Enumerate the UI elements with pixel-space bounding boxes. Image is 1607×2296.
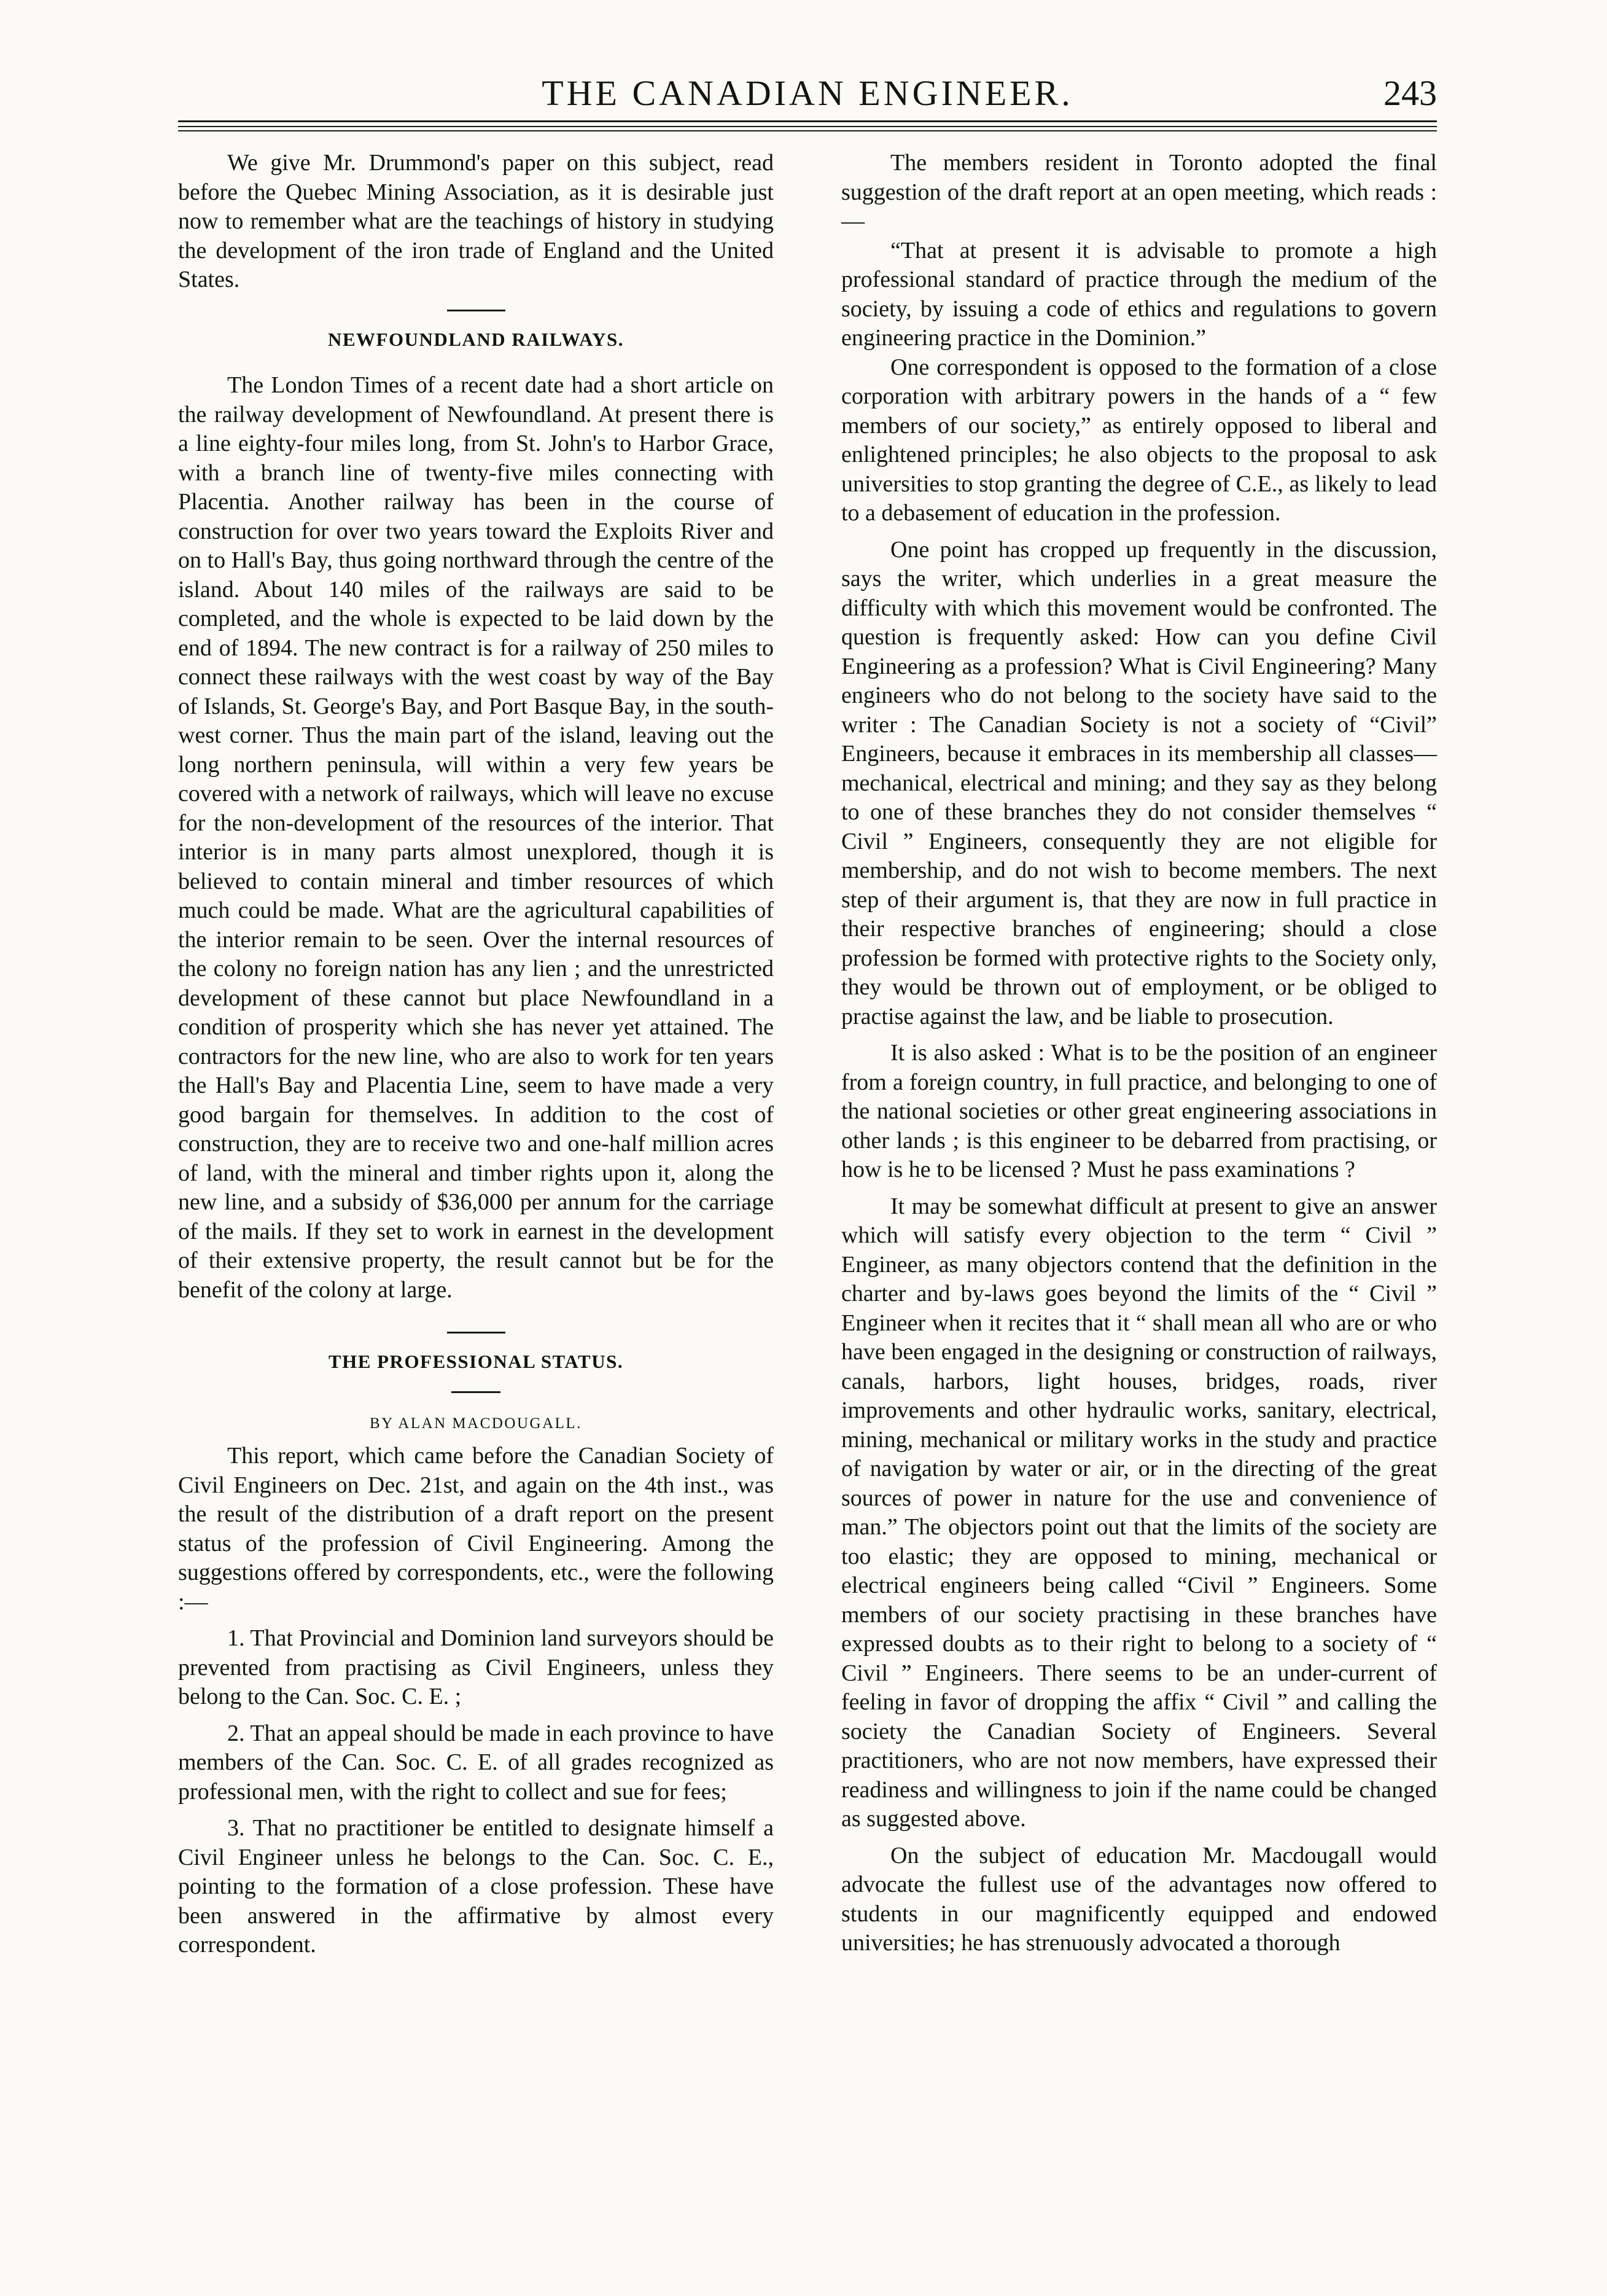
body-paragraph: The members resident in Toronto adopted the final suggestion of the draft report at an open meeting, which reads :— xyxy=(841,150,1437,234)
section-divider xyxy=(447,1332,505,1333)
header-rule xyxy=(178,130,1437,131)
body-paragraph: It is also asked : What is to be the position of an engineer from a foreign country, in full practice, and belonging to one of the national societies or other great engineering associations in other lands ; is this engineer to be debarred from practising, or how is he to be licensed ? Must he pass examinations ? xyxy=(841,1040,1437,1182)
section-divider xyxy=(447,310,505,311)
body-paragraph: On the subject of education Mr. Macdougall would advocate the fullest use of the advantages now offered to students in our magnificently equipped and endowed universities; he has strenuously advocated a thorough xyxy=(841,1842,1437,1956)
left-column xyxy=(178,149,774,1960)
quoted-resolution: “That at present it is advisable to promote a high professional standard of practice through the medium of the society, by issuing a code of ethics and regulations to govern engineering practice in the Dominion.” xyxy=(841,237,1437,351)
header-rule xyxy=(178,120,1437,122)
list-item: 2. That an appeal should be made in each province to have members of the Can. Soc. C. E. of all grades recognized as professional men, with the right to collect and sue for fees; xyxy=(178,1720,774,1805)
byline: BY ALAN MACDOUGALL. xyxy=(370,1415,582,1432)
professional-intro: This report, which came before the Canadian Society of Civil Engineers on Dec. 21st, and again on the 4th inst., was the result of the distribution of a draft report on the present status of the profession of Civil Engineering. Among the suggestions offered by correspondents, etc., were the following :— xyxy=(178,1443,774,1615)
intro-paragraph: We give Mr. Drummond's paper on this subject, read before the Quebec Mining Association, as it is desirable just now to remember what are the teachings of history in studying the development of the iron trade of England and the United States. xyxy=(178,150,774,292)
journal-title: THE CANADIAN ENGINEER. xyxy=(542,73,1073,113)
body-paragraph: It may be somewhat difficult at present to give an answer which will satisfy every objection to the term “ Civil ” Engineer, as many objectors contend that the definition in the charter and by-laws goes beyond the limits of the “ Civil ” Engineer when it recites that it “ shall mean all who are or who have been engaged in the designing or construction of railways, canals, harbors, light houses, bridges, roads, river improvements and other hydraulic works, sanitary, electrical, mining, mechanical or military works in the study and practice of navigation by water or air, or in the directing of the great sources of power in nature for the use and convenience of man.” The objectors point out that the limits of the society are too elastic; they are opposed to mining, mechanical or electrical engineers being called “Civil ” Engineers. Some members of our society practising in these branches have expressed doubts as to their right to belong to a society of “ Civil ” Engineers. There seems to be an under-current of feeling in favor of dropping the affix “ Civil ” and calling the society the Canadian Society of Engineers. Several practitioners, who are not now members, have expressed their readiness and willingness to join if the name could be changed as suggested above. xyxy=(841,1193,1437,1832)
list-item: 1. That Provincial and Dominion land surveyors should be prevented from practising as Civil Engineers, unless they belong to the Can. Soc. C. E. ; xyxy=(178,1625,774,1709)
list-item: 3. That no practitioner be entitled to designate himself a Civil Engineer unless he belongs to the Can. Soc. C. E., pointing to the formation of a close profession. These have been answered in the affirmative by almost every correspondent. xyxy=(178,1815,774,1958)
body-paragraph: One point has cropped up frequently in the discussion, says the writer, which underlies in a great measure the difficulty with which this movement would be confronted. The question is frequently asked: How can you define Civil Engineering as a profession? What is Civil Engineering? Many engineers who do not belong to the society have said to the writer : The Canadian Society is not a society of “Civil” Engineers, because it embraces in its membership all classes—mechanical, electrical and mining; and they say as they belong to one of these branches they do not consider themselves “ Civil ” Engineers, consequently they are not eligible for membership, and do not wish to become members. The next step of their argument is, that they are now in full practice in their respective branches of engineering; should a close profession be formed with protective rights to the Society only, they would be thrown out of employment, or be obliged to practise against the law, and be liable to prosecution. xyxy=(841,536,1437,1029)
section-heading-newfoundland: NEWFOUNDLAND RAILWAYS. xyxy=(327,328,624,350)
page-number: 243 xyxy=(1383,73,1437,113)
right-column xyxy=(841,149,1437,1958)
header-rule xyxy=(178,126,1437,127)
page-header xyxy=(178,72,1437,115)
section-heading-professional: THE PROFESSIONAL STATUS. xyxy=(328,1351,624,1372)
newfoundland-paragraph: The London Times of a recent date had a short article on the railway development of Newfoundland. At present there is a line eighty-four miles long, from St. John's to Harbor Grace, with a branch line of twenty-five miles connecting with Placentia. Another railway has been in the course of construction for over two years toward the Exploits River and on to Hall's Bay, thus going northward through the centre of the island. About 140 miles of the railways are said to be completed, and the whole is expected to be laid down by the end of 1894. The new contract is for a railway of 250 miles to connect these railways with the west coast by way of the Bay of Islands, St. George's Bay, and Port Basque Bay, in the south-west corner. Thus the main part of the island, leaving out the long northern peninsula, will within a very few years be covered with a network of railways, which will leave no excuse for the non-development of the resources of the interior. That interior is in many parts almost unexplored, though it is believed to contain mineral and timber resources of which much could be made. What are the agricultural capabilities of the interior remain to be seen. Over the internal resources of the colony no foreign nation has any lien ; and the unrestricted development of these cannot but place Newfoundland in a condition of prosperity which she has never yet attained. The contractors for the new line, who are also to work for ten years the Hall's Bay and Placentia Line, seem to have made a very good bargain for themselves. In addition to the cost of construction, they are to receive two and one-half million acres of land, with the mineral and timber rights upon it, along the new line, and a subsidy of $36,000 per annum for the carriage of the mails. If they set to work in earnest in the development of their extensive property, the result cannot but be for the benefit of the colony at large. xyxy=(178,372,774,1303)
body-paragraph: One correspondent is opposed to the formation of a close corporation with arbitrary powers in the hands of a “ few members of our society,” as entirely opposed to liberal and enlightened principles; he also objects to the proposal to ask universities to stop granting the degree of C.E., as likely to lead to a debasement of education in the profession. xyxy=(841,354,1437,526)
byline-divider xyxy=(451,1391,500,1393)
